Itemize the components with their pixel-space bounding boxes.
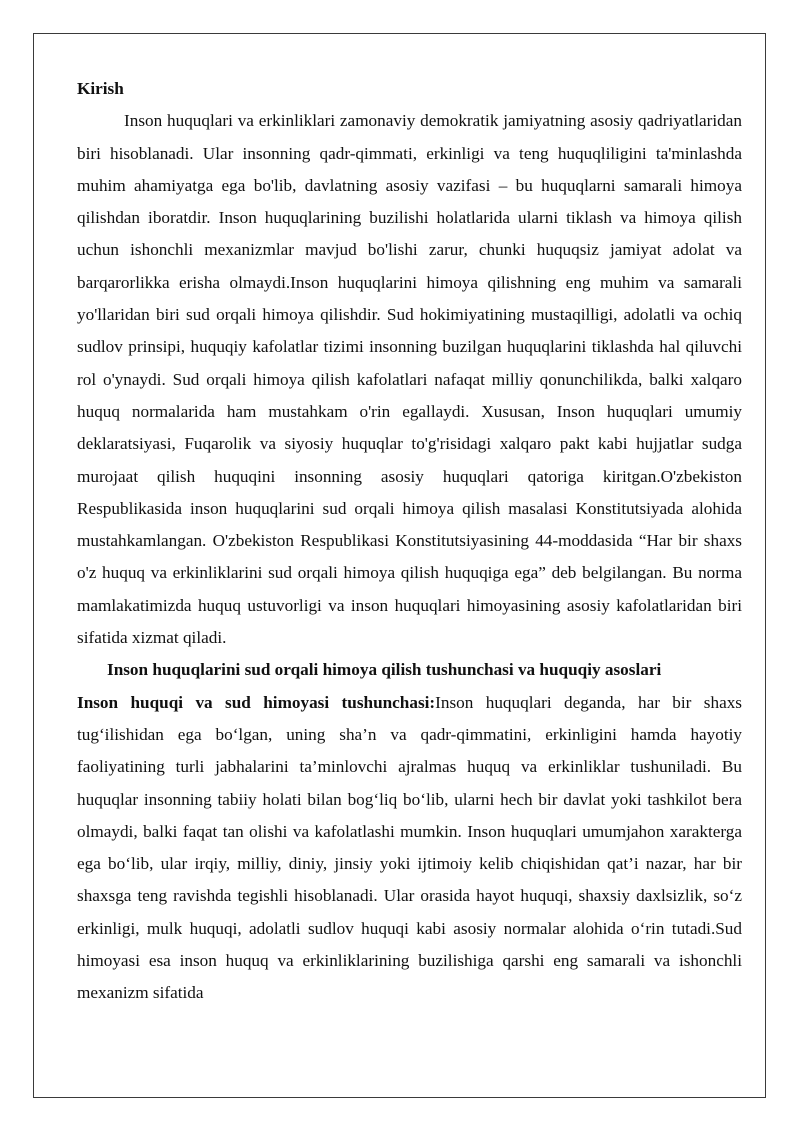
- section-heading: Inson huquqlarini sud orqali himoya qilish tushunchasi va huquqiy asoslari: [107, 660, 662, 680]
- intro-paragraph: Inson huquqlari va erkinliklari zamonaviy demokratik jamiyatning asosiy qadriyatlaridan biri hisoblanadi. Ular insonning qadr-qimmati, erkinligi va teng huquqliligini ta'minlashda muhim ahamiyatga ega bo'lib, davlatning asosiy vazifasi – bu huquqlarni samarali himoya qilishdan iboratdir. Inson huquqlarining buzilishi holatlarida ularni tiklash va himoya qilish uchun ishonchli mexanizmlar mavjud bo'lishi zarur, chunki huquqsiz jamiyat adolat va barqarorlikka erisha olmaydi.Inson huquqlarini himoya qilishning eng muhim va samarali yo'llaridan biri sud orqali himoya qilishdir. Sud hokimiyatining mustaqilligi, adolatli va ochiq sudlov prinsipi, huquqiy kafolatlar tizimi insonning buzilgan huquqlarini tiklashda hal qiluvchi rol o'ynaydi. Sud orqali himoya qilish kafolatlari nafaqat milliy qonunchilikda, balki xalqaro huquq normalarida ham mustahkam o'rin egallaydi. Xususan, Inson huquqlari umumiy deklaratsiyasi, Fuqarolik va siyosiy huquqlar to'g'risidagi xalqaro pakt kabi hujjatlar sudga murojaat qilish huquqini insonning asosiy huquqlari qatoriga kiritgan.O'zbekiston Respublikasida inson huquqlarini sud orqali himoya qilish masalasi Konstitutsiyada alohida mustahkamlangan. O'zbekiston Respublikasi Konstitutsiyasining 44-moddasida “Har bir shaxs o'z huquq va erkinliklarini sud orqali himoya qilish huquqiga ega” deb belgilangan. Bu norma mamlakatimizda huquq ustuvorligi va inson huquqlari himoyasining asosiy kafolatlaridan biri sifatida xizmat qiladi.: [77, 111, 742, 648]
- document-body: [77, 73, 742, 1010]
- section-paragraph: [77, 687, 742, 1010]
- document-heading: Kirish: [77, 79, 124, 98]
- section-text: Inson huquqlari deganda, har bir shaxs tug‘ilishidan ega bo‘lgan, uning sha’n va qadr-qimmatini, erkinligini hamda hayotiy faoliyatining turli jabhalarini ta’minlovchi ajralmas huquq va erkinliklar tushuniladi. Bu huquqlar insonning tabiiy holati bilan bog‘liq bo‘lib, ularni hech bir davlat yoki tashkilot bera olmaydi, balki faqat tan olishi va kafolatlashi mumkin. Inson huquqlari umumjahon xarakterga ega bo‘lib, ular irqiy, milliy, diniy, jinsiy yoki ijtimoiy kelib chiqishidan qat’i nazar, har bir shaxsga teng ravishda tegishli hisoblanadi. Ular orasida hayot huquqi, shaxsiy daxlsizlik, so‘z erkinligi, mulk huquqi, adolatli sudlov huquqi kabi asosiy normalar alohida o‘rin tutadi.Sud himoyasi esa inson huquq va erkinliklarining buzilishiga qarshi eng samarali va ishonchli mexanizm sifatida: [77, 692, 742, 1003]
- section-lead: Inson huquqi va sud himoyasi tushunchasi:: [77, 692, 436, 712]
